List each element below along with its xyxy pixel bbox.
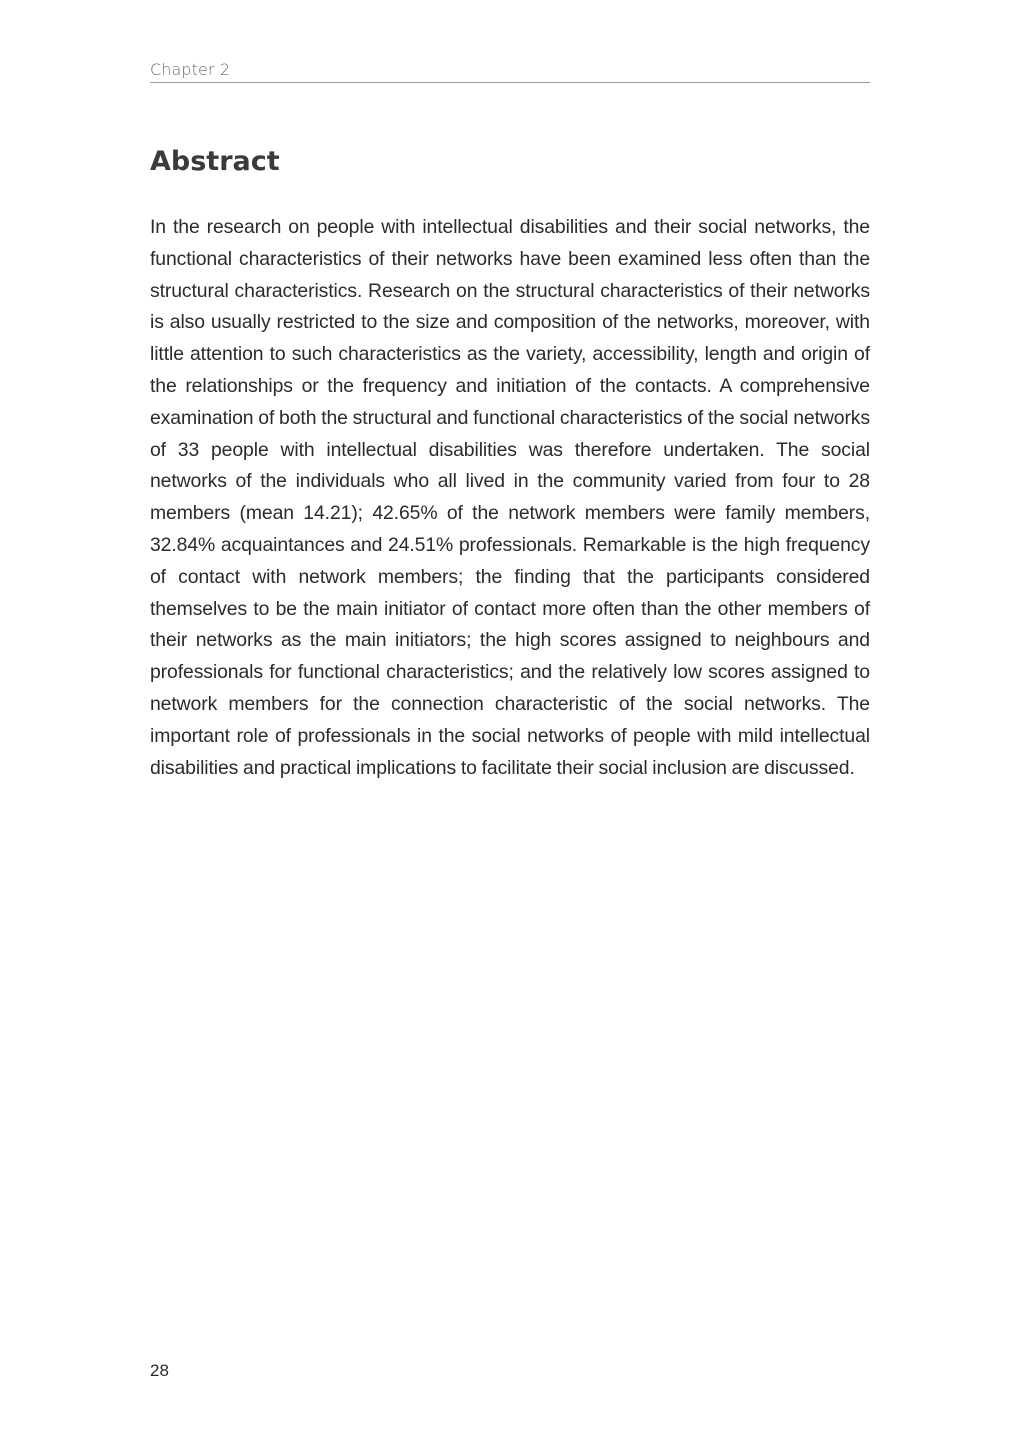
abstract-paragraph: In the research on people with intellectual disabilities and their social networks, the functional characteristics of their networks have been examined less often than the structural characteristics. Research on the structural characteristics of their networks is also usually restricted to the size and composition of the networks, moreover, with little attention to such characteristics as the variety, accessibility, length and origin of the relationships or the frequency and initiation of the contacts. A comprehensive examination of both the structural and functional characteristics of the social networks of 33 people with intellectual disabilities was therefore undertaken. The social networks of the individuals who all lived in the community varied from four to 28 members (mean 14.21); 42.65% of the network members were family members, 32.84% acquaintances and 24.51% professionals. Remarkable is the high frequency of contact with network members; the finding that the participants considered themselves to be the main initiator of contact more often than the other members of their networks as the main initiators; the high scores assigned to neighbours and professionals for functional characteristics; and the relatively low scores assigned to network members for the connection characteristic of the social networks. The important role of professionals in the social networks of people with mild intellectual disabilities and practical implications to facilitate their social inclusion are discussed. [150,216,870,779]
page-number: 28 [150,1361,169,1380]
section-title: Abstract [150,146,280,177]
chapter-label: Chapter 2 [150,60,231,79]
running-header [150,60,870,83]
